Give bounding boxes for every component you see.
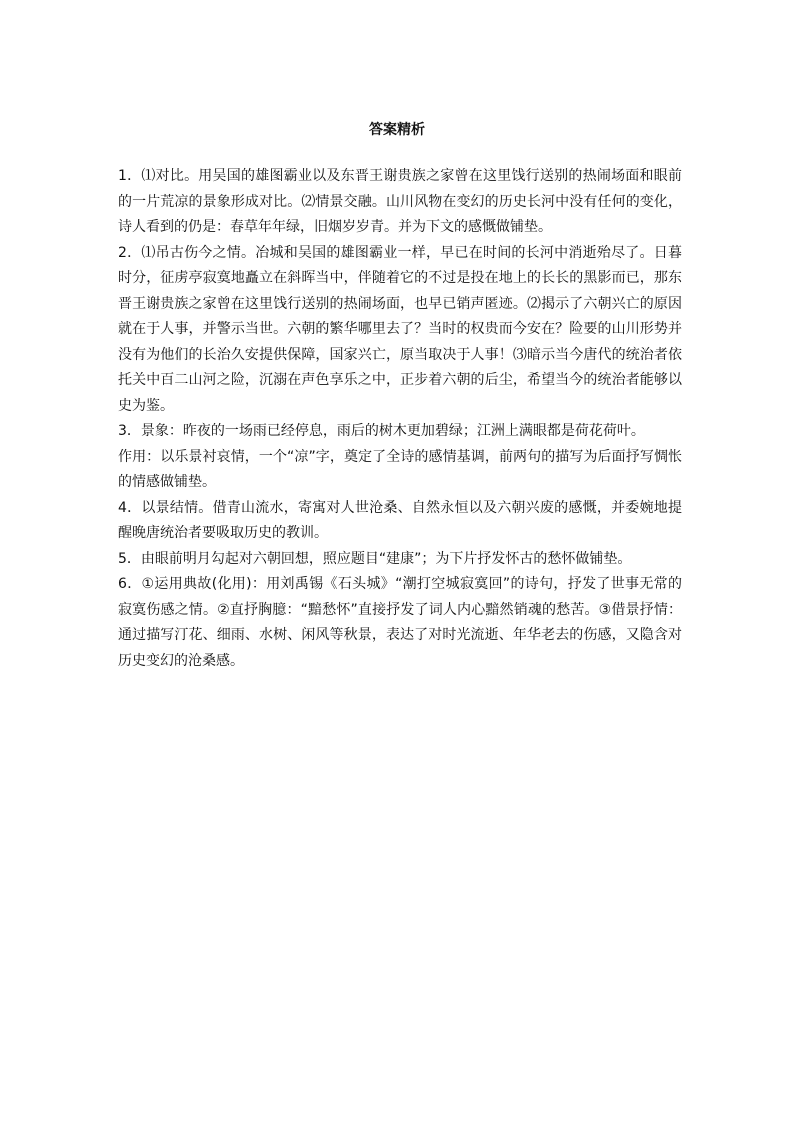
answer-3-scene: 3．景象：昨夜的一场雨已经停息，雨后的树木更加碧绿；江洲上满眼都是荷花荷叶。 — [118, 423, 645, 439]
answer-5: 5．由眼前明月勾起对六朝回想，照应题目“建康”；为下片抒发怀古的愁怀做铺垫。 — [118, 550, 632, 567]
answer-6: 6．①运用典故(化用)：用刘禹锡《石头城》“潮打空城寂寞回”的诗句，抒发了世事无常的寂寞伤感之情。②直抒胸臆：“黯愁怀”直接抒发了词人内心黯然销魂的愁苦。③借景抒情：通过描写汀花、细雨、水树、闲风等秋景，表达了对时光流逝、年华老去的伤感，又隐含对历史变幻的沧桑感。 — [118, 576, 682, 669]
answer-1: 1．⑴对比。用吴国的雄图霸业以及东晋王谢贵族之家曾在这里饯行送别的热闹场面和眼前的一片荒凉的景象形成对比。⑵情景交融。山川风物在变幻的历史长河中没有任何的变化，诗人看到的仍是：春草年年绿，旧烟岁岁青。并为下文的感慨做铺垫。 — [118, 168, 682, 235]
answer-3-effect: 作用：以乐景衬哀情，一个“凉”字，奠定了全诗的感情基调，前两句的描写为后面抒写惆怅的情感做铺垫。 — [118, 448, 682, 490]
answer-2: 2．⑴吊古伤今之情。冶城和吴国的雄图霸业一样，早已在时间的长河中消逝殆尽了。日暮时分，征虏亭寂寞地矗立在斜晖当中，伴随着它的不过是投在地上的长长的黑影而已，那东晋王谢贵族之家曾在这里饯行送别的热闹场面，也早已销声匿迹。⑵揭示了六朝兴亡的原因就在于人事，并警示当世。六朝的繁华哪里去了？当时的权贵而今安在？险要的山川形势并没有为他们的长治久安提供保障，国家兴亡，原当取决于人事！⑶暗示当今唐代的统治者依托关中百二山河之险，沉溺在声色享乐之中，正步着六朝的后尘，希望当今的统治者能够以史为鉴。 — [118, 244, 682, 414]
answer-4: 4．以景结情。借青山流水，寄寓对人世沧桑、自然永恒以及六朝兴废的感慨，并委婉地提醒晚唐统治者要吸取历史的教训。 — [118, 499, 682, 541]
answer-content — [118, 164, 682, 674]
page-title: 答案精析 — [369, 122, 425, 138]
